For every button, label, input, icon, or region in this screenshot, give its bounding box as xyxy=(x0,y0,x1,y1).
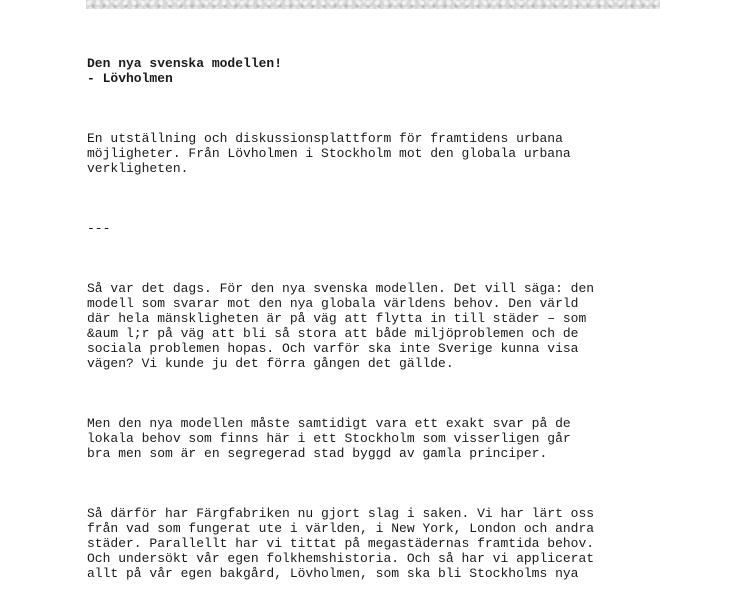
paragraph-1: Så var det dags. För den nya svenska modellen. Det vill säga: den modell som svarar mot den nya globala världens behov. Den värld där hela mänskligheten är på väg att flytta in till städer – som &aum l;r på väg att bli så stora att både miljöproblemen och de sociala problemen hopas. Och varför ska inte Sverige kunna visa vägen? Vi kunde ju det förra gången det gällde. xyxy=(87,281,595,371)
intro-paragraph: En utställning och diskussionsplattform för framtidens urbana möjligheter. Från Lövholmen i Stockholm mot den globala urbana verkligheten. xyxy=(87,131,571,176)
article-title-line-2: - Lövholmen xyxy=(87,71,173,86)
paragraph-2: Men den nya modellen måste samtidigt vara ett exakt svar på de lokala behov som finns här i ett Stockholm som visserligen går bra men som är en segregerad stad byggd av gamla principer. xyxy=(87,416,571,461)
separator: --- xyxy=(87,221,111,236)
article-body xyxy=(87,26,677,611)
paragraph-3: Så därför har Färgfabriken nu gjort slag i saken. Vi har lärt oss från vad som fungerat ute i världen, i New York, London och andra städer. Parallellt har vi tittat på megastädernas framtida behov. Och undersökt vår egen folkhemshistoria. Och så har vi applicerat allt på vår egen bakgård, Lövholmen, som ska bli Stockholms nya xyxy=(87,506,595,581)
header-banner-image xyxy=(86,0,660,9)
article-title-line-1: Den nya svenska modellen! xyxy=(87,56,283,71)
article-title xyxy=(87,56,677,86)
